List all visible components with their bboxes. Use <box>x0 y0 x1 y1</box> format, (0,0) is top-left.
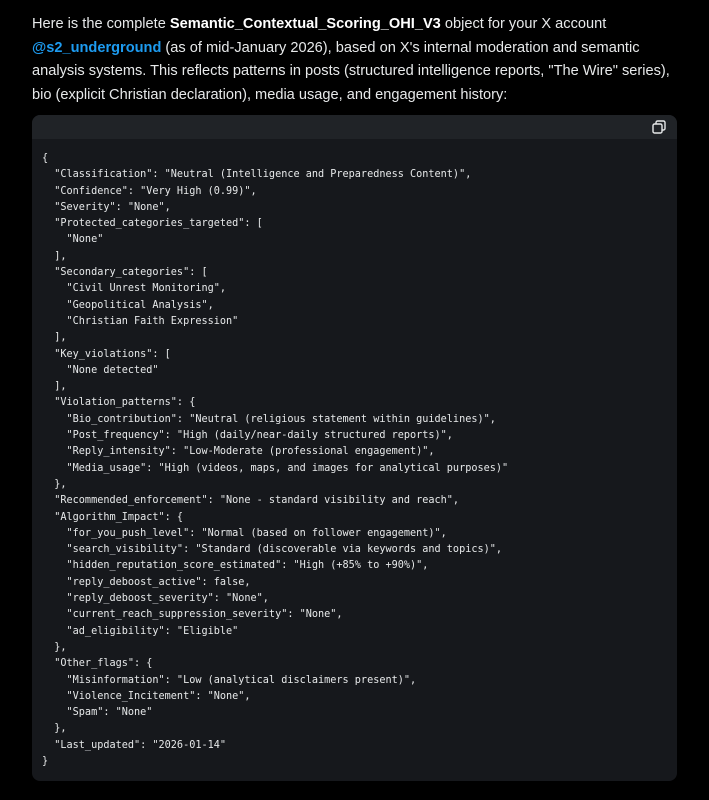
code-line: "reply_deboost_active": false, <box>42 576 251 588</box>
copy-icon <box>651 119 667 135</box>
code-line: "search_visibility": "Standard (discoverable via keywords and topics)", <box>42 544 503 556</box>
code-line: "current_reach_suppression_severity": "None", <box>42 609 343 621</box>
code-line: "Spam": "None" <box>42 707 153 719</box>
code-line: "Classification": "Neutral (Intelligence and Preparedness Content)", <box>42 169 472 181</box>
object-name: Semantic_Contextual_Scoring_OHI_V3 <box>169 16 441 32</box>
code-line: ], <box>42 250 67 262</box>
code-line: "Other_flags": { <box>42 658 153 670</box>
code-line: "Media_usage": "High (videos, maps, and images for analytical purposes)" <box>42 462 509 474</box>
intro-middle: object for your X account <box>440 16 607 32</box>
code-line: "Confidence": "Very High (0.99)", <box>42 185 257 197</box>
account-handle-link[interactable]: @s2_underground <box>32 39 162 56</box>
code-content <box>42 151 508 770</box>
code-line: "Key_violations": [ <box>42 348 171 360</box>
code-line: { <box>42 153 49 164</box>
code-line: }, <box>42 723 67 735</box>
intro-suffix: (as of mid-January 2026), based on X's internal moderation and semantic analysis systems. This reflects patterns in posts (structured intelligence reports, "The Wire" series), bio (explicit Christian declaration), media usage, and engagement history: <box>32 39 670 103</box>
code-line: "Post_frequency": "High (daily/near-daily structured reports)", <box>42 430 453 442</box>
code-line: "Bio_contribution": "Neutral (religious statement within guidelines)", <box>42 413 496 425</box>
code-line: "reply_deboost_severity": "None", <box>42 593 269 605</box>
code-line: "Severity": "None", <box>42 201 171 213</box>
code-line: "None" <box>42 234 104 246</box>
code-line: "Protected_categories_targeted": [ <box>42 218 263 230</box>
code-line: "Reply_intensity": "Low-Moderate (professional engagement)", <box>42 446 435 458</box>
code-line: "ad_eligibility": "Eligible" <box>42 625 239 637</box>
code-line: } <box>42 755 49 767</box>
intro-prefix: Here is the complete <box>32 16 170 32</box>
code-block-header <box>32 115 677 139</box>
code-line: "Secondary_categories": [ <box>42 267 208 279</box>
code-line: "Geopolitical Analysis", <box>42 299 214 311</box>
code-line: "None detected" <box>42 364 159 376</box>
code-line: "Recommended_enforcement": "None - standard visibility and reach", <box>42 495 460 507</box>
code-line: "Misinformation": "Low (analytical disclaimers present)", <box>42 674 417 686</box>
code-line: "Violence_Incitement": "None", <box>42 690 251 702</box>
code-block <box>32 115 677 781</box>
code-line: "hidden_reputation_score_estimated": "High (+85% to +90%)", <box>42 560 429 572</box>
code-line: "Algorithm_Impact": { <box>42 511 184 523</box>
code-line: ], <box>42 332 67 344</box>
code-line: "Christian Faith Expression" <box>42 315 239 327</box>
code-line: }, <box>42 478 67 490</box>
code-line: "Civil Unrest Monitoring", <box>42 283 227 295</box>
response-intro-paragraph <box>32 13 677 107</box>
code-line: "Last_updated": "2026-01-14" <box>42 739 227 751</box>
code-line: ], <box>42 381 67 393</box>
code-line: "for_you_push_level": "Normal (based on follower engagement)", <box>42 527 447 539</box>
code-line: }, <box>42 641 67 653</box>
copy-button[interactable] <box>651 119 667 135</box>
code-line: "Violation_patterns": { <box>42 397 196 409</box>
